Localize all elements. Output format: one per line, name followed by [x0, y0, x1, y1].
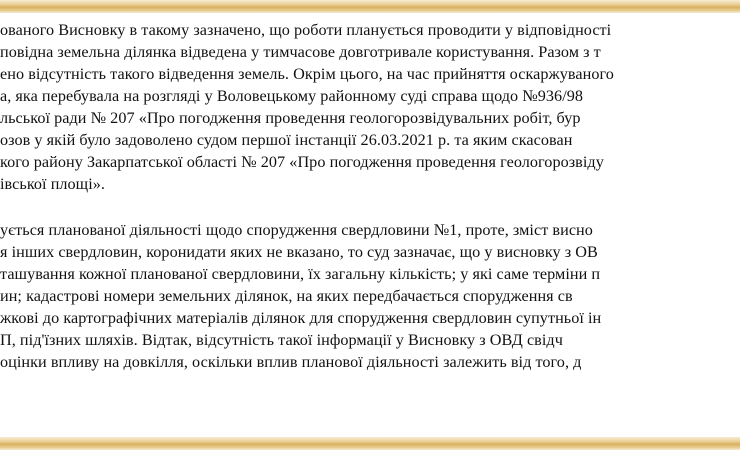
top-decorative-band: [0, 0, 740, 13]
paragraph-1-line-6: озов у якій було задоволено судом першої інстанції 26.03.2021 р. та яким скасован: [0, 131, 573, 149]
paragraph-2-line-1: ується планованої діяльності щодо спорудження свердловини №1, проте, зміст висно: [0, 221, 593, 239]
paragraph-1-line-3: ено відсутність такого відведення земель. Окрім цього, на час прийняття оскаржуваного: [0, 65, 614, 83]
paragraph-2-line-4: ин; кадастрові номери земельних ділянок, на яких передбачається спорудження св: [0, 287, 573, 305]
paragraph-1-line-8: івської площі».: [0, 175, 105, 193]
paragraph-1-line-5: льської ради № 207 «Про погодження проведення геологорозвідувальних робіт, бур: [0, 109, 581, 127]
paragraph-2-line-6: П, під'їзних шляхів. Відтак, відсутність такої інформації у Висновку з ОВД свідч: [0, 331, 563, 349]
paragraph-2-line-2: я інших свердловин, коронидати яких не вказано, то суд зазначає, що у висновку з ОВ: [0, 243, 598, 261]
paragraph-1-line-4: а, яка перебувала на розгляді у Воловецькому районному суді справа щодо №936/98: [0, 87, 584, 105]
paragraph-1-line-7: кого району Закарпатської області № 207 «Про погодження проведення геологорозвіду: [0, 153, 604, 171]
paragraph-2-line-7: оцінки впливу на довкілля, оскільки вплив планової діяльності залежить від того, д: [0, 353, 582, 371]
paragraph-1-line-1: ованого Висновку в такому зазначено, що роботи планується проводити у відповідності: [0, 21, 612, 39]
bottom-decorative-band: [0, 437, 740, 450]
paragraph-2-line-3: ташування кожної планованої свердловини, їх загальну кількість; у які саме терміни п: [0, 265, 601, 283]
document-page: [0, 13, 740, 437]
paragraph-2-line-5: жкові до картографічних матеріалів ділянок для спорудження свердловин супутньої ін: [0, 309, 602, 327]
paragraph-1-line-2: повідна земельна ділянка відведена у тимчасове довготривале користування. Разом з т: [0, 43, 601, 61]
